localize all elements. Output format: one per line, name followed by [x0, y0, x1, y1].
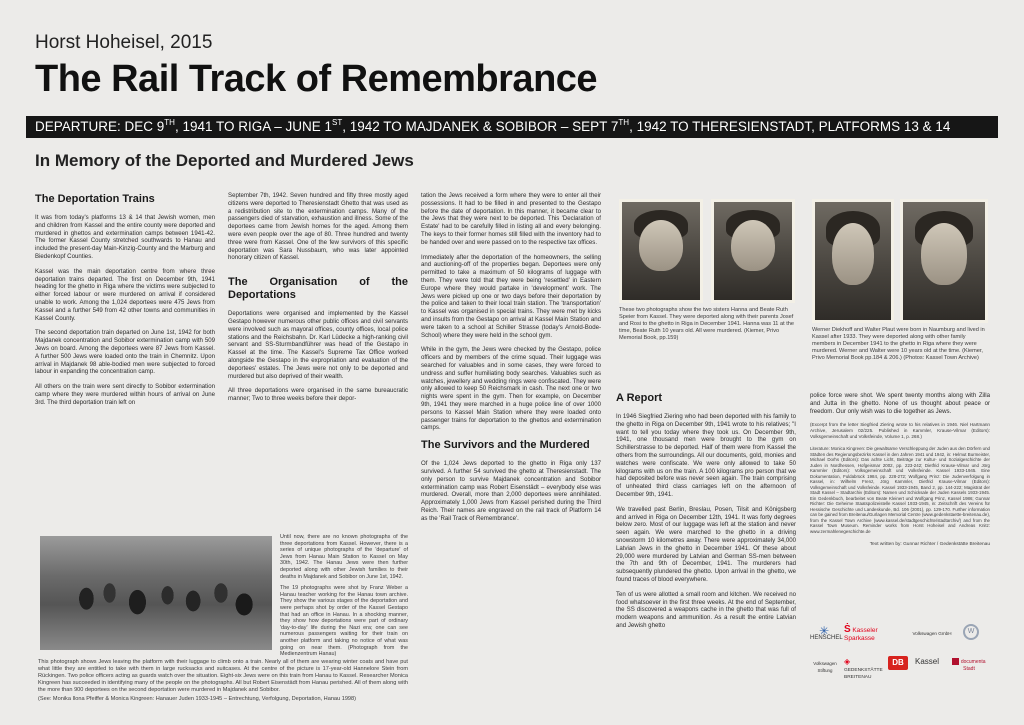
documenta-logo: documenta Stadt	[946, 658, 992, 673]
paragraph: Kassel was the main deportation centre from where three deportation trains departed. The first on December 9th, 1941 heading for the ghetto in Riga where the victims were subjected to either forced labour or were murdered on arrival if considered unable to work. Among the 1,024 deportees were 475 Jews from Kassel and a further 549 from 42 other towns and communities in Kassel County.	[35, 267, 215, 322]
speier-sisters-photos	[617, 195, 797, 345]
paragraph: It was from today's platforms 13 & 14 that Jewish women, men and children from Kassel and the entire county were deported and murdered in ghettos and extermination camps between 1941-42. The former Kassel County stretched southwards to Hanau and included the present-day Main-Kinzig-County and the Marburg and Biedenkopf Counties.	[35, 214, 215, 260]
volkswagen-stiftung-logo: Volkswagen Stiftung	[813, 661, 837, 673]
db-logo: DB	[888, 656, 908, 670]
vw-logo: W	[960, 624, 982, 640]
portrait-werner-diekhoff	[812, 199, 894, 323]
breitenau-mark-icon: ◈	[844, 657, 851, 666]
volkswagen-gmbh-logo: Volkswagen GmbH	[912, 631, 952, 636]
portrait-beate-ruth-speier	[711, 199, 795, 303]
sparkasse-s-icon: Ṡ	[844, 624, 851, 635]
deportation-photograph	[40, 536, 272, 650]
paragraph: Immediately after the deportation of the homeowners, the selling and auctioning-off of the properties began. Deportees were only permitted to take a maximum of 50 kilograms of luggage with them. They were told that they were being 'resettled' in Eastern Europe where they would partake in 'development' work. The Jews were picked up one or two days before their deportation by the police and taken to their local train station. The 'transportation' to Kassel was organised in special trains. They were met by kicks and insults from the Gestapo on arrival at Kassel Main Station and were taken to a school at Schiller Strasse (today's Arnold-Bode-School) where they were held in the school gym.	[421, 253, 601, 339]
column-report	[616, 392, 796, 637]
henschel-logo: ✳ HENSCHEL	[810, 624, 843, 641]
author-line: Horst Hoheisel, 2015	[35, 32, 213, 53]
paragraph: Ten of us were allotted a small room and kitchen. We received no food whatsoever in the first three weeks. At the end of September, the SS discovered a weapons cache in the ghetto that was full of modern weapons and ammunition. As a result the entire Latvian and Jewish ghetto	[616, 590, 796, 629]
text-credit: Text written by: Gunnar Richter / Gedenkstätte Breitenau	[869, 542, 990, 548]
photo-side-caption: Until now, there are no known photographs of the three deportations from Kassel. However, there is a series of unique photographs of the 'departure' of Jews from Hanau Main Station to Kassel on May 30th, 1942. The Hanau Jews were then further deported along with other Jewish families to their deaths in Majdanek and Sobibor on June 1st, 1942. The 19 photographs were shot by Franz Weber a Hanau teacher working for the Hanau town archive. They show the various stages of the deportation and were perhaps shot by order of the Kassel Gestapo that had an office in Hanau. In a shocking manner, they show how deportations were part of ordinary 'day-to-day' life during the Nazi era; one can see numerous passengers waiting for their train on another platform and taking no notice of what was going on near them. (Photograph from the Medienzentrum Hanau)	[280, 534, 408, 658]
page-title: The Rail Track of Remembrance	[35, 58, 598, 100]
column-survivors	[421, 192, 601, 529]
heading-survivors: The Survivors and the Murdered	[421, 439, 590, 452]
paragraph: All others on the train were sent directly to Sobibor extermination camp where they were murdered within hours of arrival on June 3rd. The third deportation train left on	[35, 383, 215, 406]
departure-band: DEPARTURE: DEC 9TH, 1941 TO RIGA – JUNE 1ST, 1942 TO MAJDANEK & SOBIBOR – SEPT 7TH, 1942 TO THERESIENSTADT, PLATFORMS 13 & 14	[26, 116, 998, 138]
paragraph: While in the gym, the Jews were checked by the Gestapo, police officers and by members of the crime squad. Their luggage was searched for valuables and in some cases, they were forced to undress and suffer humiliating body searches. Valuables such as watches, jewellery and wedding rings were confiscated. They were only allowed to keep 50 Reichsmark in cash. The next one or two nights were spent in the gym. Then for example, on December 9th, 1941 they were marched in a huge police line of over 1000 persons to Kassel Main Station where they were loaded onto passenger trains for deportation to the ghettos and extermination camps.	[421, 346, 601, 432]
page-subtitle: In Memory of the Deported and Murdered Jews	[35, 151, 414, 170]
portrait-walter-plaut	[900, 199, 988, 323]
photo-bottom-caption: This photograph shows Jews leaving the platform with their luggage to climb onto a train. Nearly all of them are wearing winter coats and have put what little they are entitled to take with them in large rucksacks and suitcases. At the centre of the picture is 17-year-old Hannelore Stein from Rückingen. Two police officers acting as guards watch over the situation. Eight-six Jews were on this train from Hanau to Kassel. Researcher Monica Kingreen has succeeded in identifying many of the people on the photographs. All but Robert Eisenstädt from Hanau perished. All of them along with the more than 900 deportees on the second deportation were murdered in Majdanek and Sobibor. (See: Monika Ilona Pfeiffer & Monica Kingreen: Hanauer Juden 1933-1945 – Entrechtung, Verfolgung, Deportation, Hanau 1998)	[38, 659, 408, 702]
henschel-star-icon: ✳	[818, 624, 830, 638]
letter-source: (Excerpt from the letter Siegfried Ziering wrote to his relatives in 1946. Niel Hartmann Archive, Jerusalem 02/225. Published in Kammler, Krause-Vilmar (Editors): Volksgemeinschaft und Volksfeinde, Volume 1, p. 268.)	[810, 422, 990, 439]
paragraph: The second deportation train departed on June 1st, 1942 for both Majdanek concentration and Sobibor extermination camp with 509 Jews on board. Among the deportees were 87 Jews from Kassel. A further 500 Jews were loaded onto the train in Chemnitz. Upon arrival in Majdanek 98 able-bodied men were subjected to forced labour in expanding the concentration camp.	[35, 329, 215, 376]
diekhoff-plaut-photo-caption: Werner Diekhoff and Walter Plaut were born in Naumburg and lived in Kassel after 1933. They were deported along with other family members in December 1941 to the ghetto in Riga where they were murdered. Werner and Walter were 10 years old at the time. (Kiemer, Privo Memorial Book pp.184 & 206.) (Photos: Kassel Town Archive)	[812, 327, 985, 361]
kassel-logo: Kassel	[914, 657, 939, 666]
paragraph: Of the 1,024 Jews deported to the ghetto in Riga only 137 survived. A further 54 survived the ghetto at Theresienstadt. The only person to survive Majdanek concentration and Sobibor extermination camp was Robert Eisenstädt – everybody else was murdered. Overall, more than 2,000 deportees were annihilated. Approximately 1,000 Jews from Kassel perished during the Third Reich. Their names are engraved on the rail track of Platform 14 as the 'Rail Track of Remembrance'.	[421, 460, 601, 522]
documenta-square-icon	[952, 658, 959, 665]
column-deportation-trains	[35, 193, 215, 414]
sponsor-logos	[808, 624, 993, 686]
deportation-photo-block	[34, 528, 409, 658]
portrait-hanna-speier	[619, 199, 703, 303]
speier-photo-caption: These two photographs show the two sisters Hanna and Beate Ruth Speier from Kassel. They were deported along with their parents Josef and Rosi to the ghetto in Riga in December 1941. Hanna was 11 at the time, Beate Ruth 10 years old. All were murdered. (Kiemer, Privo Memorial Book, pp.159)	[619, 307, 794, 341]
paragraph: All three deportations were organised in the same bureaucratic manner; Two to three weeks before their depor-	[228, 387, 408, 403]
paragraph: September 7th, 1942. Seven hundred and fifty three mostly aged citizens were deported to Theresienstadt Ghetto that was used as a redistribution site to the extermination camps. Many of the passengers died of starvation, exhaustion and illness. Some of the deportees came from Jewish homes for the aged. Among them were even people over the age of 80. Three hundred and twenty three were from Kassel. One of the few survivors of this specific deportation was Sara Nussbaum, who was later appointed honorary citizen of Kassel.	[228, 192, 408, 262]
paragraph: tation the Jews received a form where they were to enter all their possessions. It had to be filled in and presented to the Gestapo before the date of deportation. In this manner, it became clear to the Jews that they were next to be deported. This 'Declaration of Estate' had to be carefully filled in listing all and every belonging. The keys to their former homes still filled with the inventory had to be handed over and were passed on to the respective tax offices.	[421, 192, 601, 246]
paragraph: Deportations were organised and implemented by the Kassel Gestapo however numerous other public offices and civil servants were involved such as mayoral offices, county offices, local police stations and the Reichsbahn. Dr. Karl Lüdecke a high-ranking civil servant and SS-Sturmbandführer was head of the Gestapo in Kassel at the time. The Kassel's Supreme Tax Office worked alongside the Gestapo in the expropriation and evaluation of the deportees' estates. The Jews were not only to be deported and murdered but also deprived of their wealth.	[228, 310, 408, 380]
diekhoff-plaut-photos	[808, 195, 991, 373]
paragraph: police force were shot. We spent twenty months along with Zilla and Jutta in the ghetto. None of us thought about peace or freedom. Our only wish was to die together as Jews.	[810, 392, 990, 415]
heading-organisation: The Organisation of the Deportations	[228, 276, 408, 302]
column-right	[810, 392, 990, 555]
column-organisation	[228, 192, 408, 410]
paragraph: We travelled past Berlin, Breslau, Posen, Tilsit and Königsberg and arrived in Riga on December 12th, 1941. It was forty degrees below zero. Most of our luggage was left at the station and never seen again. We were marched to the ghetto in a driving snowstorm 10 kilometres away. There were approximately 34,000 Latvian Jews in the ghetto in December 1941. Of these about 29,000 were murdered by Latvian and German SS-men between the 7th and 9th of December, 1941. The murderers had subsequently plundered the ghetto. Upon arrival in the ghetto, we found traces of blood everywhere.	[616, 505, 796, 583]
heading-deportation-trains: The Deportation Trains	[35, 193, 155, 205]
breitenau-logo: ◈ GEDENKSTÄTTE BREITENAU	[844, 657, 883, 680]
paragraph: In 1946 Siegfried Ziering who had been deported with his family to the ghetto in Riga on December 9th, 1941 wrote to his relatives; "I want to tell you today where they took us. On December 9th, 1941, one thousand men were brought to the gym on Schillerstrasse to be deported. Half of them were from Kassel the others from the surroundings. All our documents, gold, monies and watches were confiscate. We were only allowed to take 50 kilograms with us on the train. A 100 kilograms pro person that we had deposited before was never seen again. The train comprising of unheated third class carriages left on the afternoon of December 9th, 1941.	[616, 413, 796, 498]
literature-list: Literature: Monica Kingreen: Die gewaltsame Verschleppung der Juden aus den Dörfern und Städten des Regierungsbezirks Kassel in den Jahren 1941 und 1942, in: Helmut Burmeister, Michael Dorhs (Editors): Das achte Licht, Beiträge zur Kultur- und Sozialgeschichte der Juden in Nordhessen, Hofgeismar 2002, pp. 223-242; Dietfrid Krause-Vilmar und Jörg Kammler (Editors): Volksgemeinschaft und Volksfeinde. Kassel 1933-1945. Eine Dokumentation, Fuldabrück 1984, pp. 228-272; Wolfgang Prinz: Die Judenverfolgung in Kassel, in: Wilhelm Frenz, Jörg Kammler, Dietfrid Krause-Vilmar (Editors): Volksgemeinschaft und Volksfeinde. Kassel 1933-1945, Band 2, pp. 144-222; Magistrat der Stadt Kassel – Stadtarchiv (Editors): Namen und Schicksale der Juden Kassels 1933-1945. Ein Gedenkbuch, bearbeitet von Beate Kleinert und Wolfgang Prinz, Kassel 1986; Gunnar Richter: Die Geheime Staatspolizeistelle Kassel 1933-1945, in: Zeitschrift des Vereins für Hessische Geschichte und Landeskunde, Bd. 106 (2001), pp. 129-170. Further information can be gained from Breitenau/Gurlagen Memorial Centre (www.gedenkstaette-breitenau.de), from the Kassel Town Archive (www.kassel.de/stadtgeschichte/stadtarchiv/) and from the Kassel Town Museum. Reminder works from Horst Hoheisel and Andreas Knitz: www.zermahlenegeschichte.de	[810, 446, 990, 534]
sparkasse-logo: Ṡ Kasseler Sparkasse	[844, 624, 878, 642]
heading-report: A Report	[616, 392, 663, 404]
